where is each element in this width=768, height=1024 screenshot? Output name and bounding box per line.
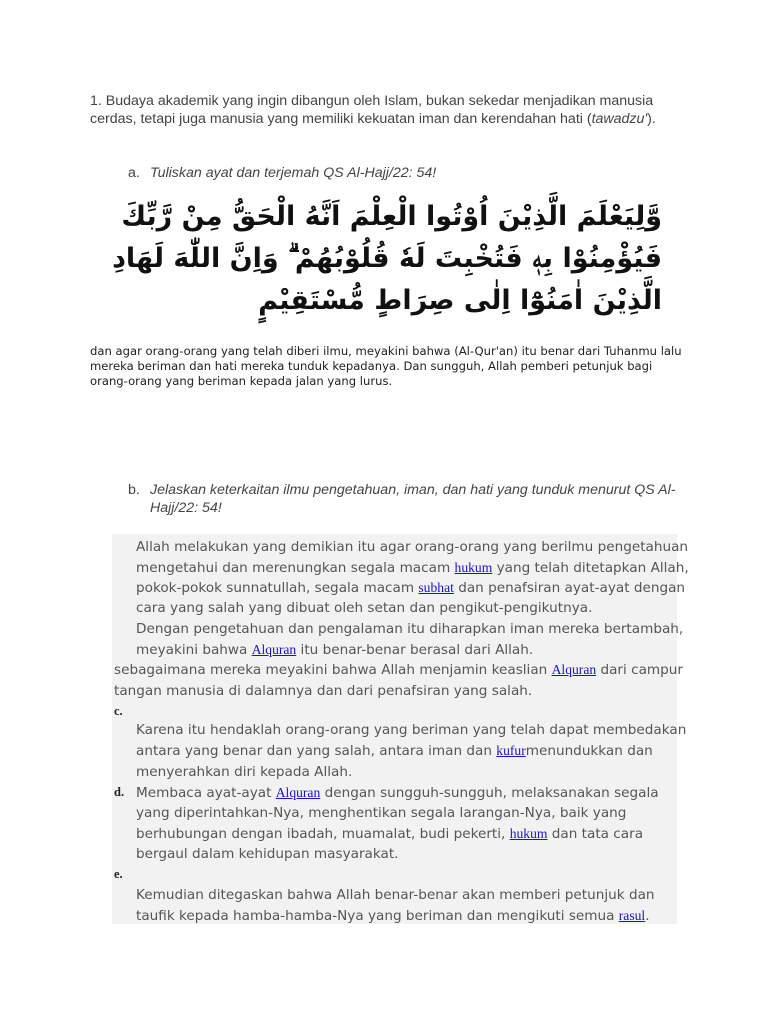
question-1-number: 1.	[90, 93, 102, 109]
answer-line: tangan manusia di dalamnya dan dari penafsiran yang salah.	[114, 683, 533, 699]
verse-translation: dan agar orang-orang yang telah diberi ilmu, meyakini bahwa (Al-Qur'an) itu benar dari Tuhanmu lalu mereka beriman dan hati mereka tunduk kepadanya. Dan sungguh, Allah pemberi petunjuk bagi orang-orang yang beriman kepada jalan yang lurus.	[90, 344, 682, 389]
answer-line: taufik kepada hamba-hamba-Nya yang beriman dan mengikuti semua rasul.	[136, 908, 650, 924]
question-b	[128, 482, 688, 517]
question-1	[90, 93, 690, 128]
question-a-marker: a.	[128, 165, 140, 181]
answer-line: meyakini bahwa Alquran itu benar-benar berasal dari Allah.	[136, 642, 534, 658]
answer-line: mengetahui dan merenungkan segala macam hukum yang telah ditetapkan Allah,	[136, 560, 689, 576]
question-a	[128, 165, 688, 183]
question-b-marker: b.	[128, 482, 140, 498]
question-1-text-end: ).	[647, 110, 656, 127]
answer-line: Dengan pengetahuan dan pengalaman itu diharapkan iman mereka bertambah,	[136, 621, 684, 637]
link-hukum[interactable]: hukum	[454, 560, 493, 575]
answer-line: antara yang benar dan yang salah, antara iman dan kufurmenundukkan dan	[136, 743, 653, 759]
question-a-text: Tuliskan ayat dan terjemah QS Al-Hajj/22: 54!	[150, 165, 437, 181]
answer-line: Kemudian ditegaskan bahwa Allah benar-benar akan memberi petunjuk dan	[136, 887, 655, 903]
list-marker-e: e.	[114, 867, 123, 881]
question-b-text: Jelaskan keterkaitan ilmu pengetahuan, iman, dan hati yang tunduk menurut QS Al-Hajj/22: 54!	[150, 482, 676, 516]
answer-line: cara yang salah yang dibuat oleh setan dan pengikut-pengikutnya.	[136, 600, 593, 616]
link-subhat[interactable]: subhat	[418, 580, 454, 595]
answer-line: Membaca ayat-ayat Alquran dengan sungguh-sungguh, melaksanakan segala	[136, 785, 659, 801]
answer-line: bergaul dalam kehidupan masyarakat.	[136, 846, 399, 862]
link-hukum[interactable]: hukum	[509, 826, 548, 841]
answer-line: menyerahkan diri kepada Allah.	[136, 764, 353, 780]
answer-line: pokok-pokok sunnatullah, segala macam subhat dan penafsiran ayat-ayat dengan	[136, 580, 686, 596]
link-kufur[interactable]: kufur	[496, 743, 526, 758]
link-alquran[interactable]: Alquran	[275, 785, 321, 800]
link-alquran[interactable]: Alquran	[251, 642, 297, 657]
list-marker-c: c.	[114, 704, 123, 718]
answer-line: sebagaimana mereka meyakini bahwa Allah menjamin keaslian Alquran dari campur	[114, 662, 684, 678]
link-alquran[interactable]: Alquran	[551, 662, 597, 677]
answer-line: Karena itu hendaklah orang-orang yang beriman yang telah dapat membedakan	[136, 722, 687, 738]
answer-line: Allah melakukan yang demikian itu agar orang-orang yang berilmu pengetahuan	[136, 539, 689, 555]
list-marker-d: d.	[114, 785, 125, 799]
link-rasul[interactable]: rasul	[618, 908, 646, 923]
answer-line: yang diperintahkan-Nya, menghentikan segala larangan-Nya, baik yang	[136, 805, 627, 821]
question-1-text: Budaya akademik yang ingin dibangun oleh Islam, bukan sekedar menjadikan manusia cerdas, tetapi juga manusia yang memiliki kekuatan iman dan kerendahan hati (	[90, 93, 654, 127]
question-1-emphasis: tawadzu'	[591, 110, 648, 127]
answer-line: berhubungan dengan ibadah, muamalat, budi pekerti, hukum dan tata cara	[136, 826, 644, 842]
arabic-verse: وَّلِيَعْلَمَ الَّذِيْنَ اُوْتُوا الْعِلْمَ اَنَّهُ الْحَقُّ مِنْ رَّبِّكَ فَيُؤْمِنُوْا بِهٖ فَتُخْبِتَ لَهٗ قُلُوْبُهُمْ ۗ وَاِنَّ اللّٰهَ لَهَادِ الَّذِيْنَ اٰمَنُوْٓا اِلٰى صِرَاطٍ مُّسْتَقِيْمٍ	[112, 201, 662, 316]
